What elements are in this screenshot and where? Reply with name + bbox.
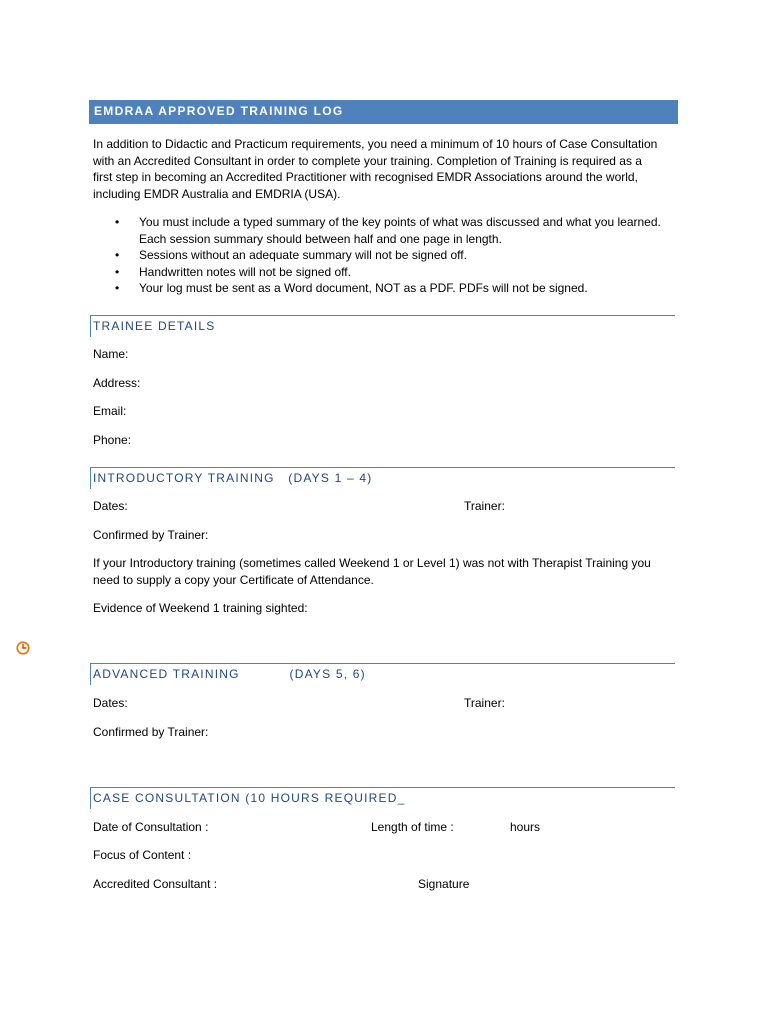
section-case-consultation [90, 787, 675, 809]
section-heading: ADVANCED TRAINING (DAYS 5, 6) [93, 667, 366, 681]
evidence-field-label: Evidence of Weekend 1 training sighted: [93, 601, 308, 615]
accredited-consultant-label: Accredited Consultant : [93, 877, 218, 891]
certificate-note: If your Introductory training (sometimes called Weekend 1 or Level 1) was not with Therapist Training you need to supply a copy your Certificate of Attendance. [93, 556, 651, 587]
section-introductory-training [90, 467, 675, 489]
list-item: • Sessions without an adequate summary will not be signed off. [93, 247, 668, 264]
consultation-date-label: Date of Consultation : [93, 820, 209, 834]
requirements-list [93, 214, 668, 297]
list-item: • Your log must be sent as a Word document, NOT as a PDF. PDFs will not be signed. [93, 280, 668, 297]
document-title: EMDRAA APPROVED TRAINING LOG [89, 100, 678, 124]
section-trainee-details [90, 315, 675, 337]
signature-label: Signature [418, 877, 470, 891]
email-field-label: Email: [93, 404, 127, 418]
length-of-time-label: Length of time : [371, 820, 454, 834]
section-heading: CASE CONSULTATION (10 HOURS REQUIRED_ [93, 791, 406, 805]
intro-paragraph: In addition to Didactic and Practicum requirements, you need a minimum of 10 hours of Case Consultation with an Accredited Consultant in order to complete your training. Completion of Training is required as a first step in becoming an Accredited Practitioner with recognised EMDR Associations around the world, including EMDR Australia and EMDRIA (USA). [93, 137, 658, 201]
clock-icon[interactable] [16, 641, 30, 655]
confirmed-field-label: Confirmed by Trainer: [93, 725, 209, 739]
address-field-label: Address: [93, 376, 141, 390]
focus-of-content-label: Focus of Content : [93, 848, 192, 862]
dates-field-label: Dates: [93, 696, 128, 710]
trainer-field-label: Trainer: [464, 499, 505, 513]
section-heading: INTRODUCTORY TRAINING (DAYS 1 – 4) [93, 471, 373, 485]
phone-field-label: Phone: [93, 433, 132, 447]
hours-unit-label: hours [510, 820, 541, 834]
section-heading: TRAINEE DETAILS [93, 319, 216, 333]
trainer-field-label: Trainer: [464, 696, 505, 710]
section-advanced-training [90, 663, 675, 685]
list-item: • You must include a typed summary of the key points of what was discussed and what you learned. Each session summary should between half and one page in length. [93, 214, 668, 247]
dates-field-label: Dates: [93, 499, 128, 513]
name-field-label: Name: [93, 347, 129, 361]
list-item: • Handwritten notes will not be signed off. [93, 264, 668, 281]
confirmed-field-label: Confirmed by Trainer: [93, 528, 209, 542]
